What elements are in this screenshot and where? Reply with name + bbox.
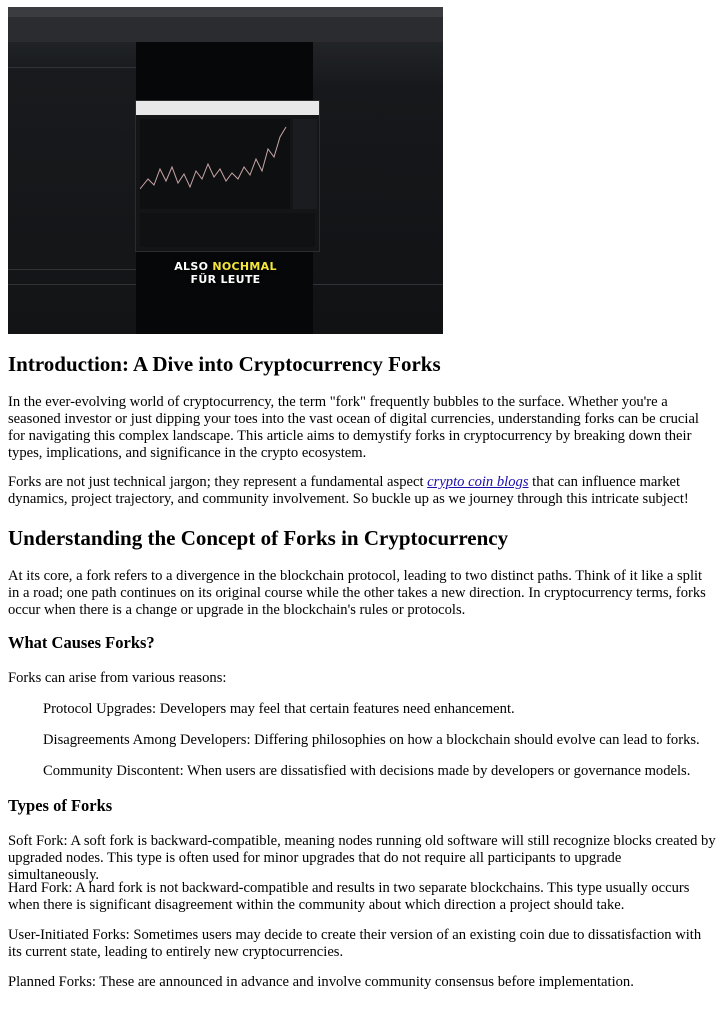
positions-table — [140, 213, 315, 247]
intro-paragraph-1: In the ever-evolving world of cryptocurrency, the term "fork" frequently bubbles to the surface. Whether you're a seasoned investor or just dipping your toes into the vast ocean of digital currencies, understanding forks can be crucial for navigating this complex landscape. This article aims to demystify forks in cryptocurrency by breaking down their types, implications, and significance in the crypto ecosystem. — [8, 394, 699, 461]
intro-paragraph-2-text-end: that can influence market dynamics, project trajectory, and community involvement. So buckle up as we journey through this intricate subject! — [8, 474, 689, 507]
causes-intro: Forks can arise from various reasons: — [8, 670, 227, 686]
list-item: Community Discontent: When users are dissatisfied with decisions made by developers or governance models. — [43, 763, 691, 779]
list-item: Protocol Upgrades: Developers may feel that certain features need enhancement. — [43, 701, 515, 717]
concept-paragraph: At its core, a fork refers to a divergence in the blockchain protocol, leading to two distinct paths. Think of it like a split in a road; one path continues on its original course while the other takes a new direction. In cryptocurrency terms, forks occur when there is a change or upgrade in the blockchain's rules or protocols. — [8, 568, 706, 618]
caption-highlight-word: NOCHMAL — [212, 260, 277, 273]
divider — [8, 67, 136, 68]
order-book-panel — [293, 119, 317, 209]
price-chart — [140, 119, 290, 209]
intro-heading: Introduction: A Dive into Cryptocurrency Forks — [8, 352, 441, 376]
video-caption-line-2: FÜR LEUTE — [190, 273, 261, 286]
concept-heading: Understanding the Concept of Forks in Cryptocurrency — [8, 526, 509, 550]
causes-heading: What Causes Forks? — [8, 633, 155, 652]
hard-fork-paragraph: Hard Fork: A hard fork is not backward-compatible and results in two separate blockchains. This type usually occurs when there is significant disagreement within the community about which direction a project should take. — [8, 880, 690, 913]
video-caption-line-1 — [8, 260, 443, 273]
intro-paragraph-2-text: Forks are not just technical jargon; they represent a fundamental aspect — [8, 474, 428, 490]
browser-tab-bar — [8, 7, 443, 17]
planned-fork-paragraph: Planned Forks: These are announced in advance and involve community consensus before implementation. — [8, 974, 634, 990]
screen-browser-bar — [136, 101, 319, 115]
crypto-coin-blogs-link[interactable]: crypto coin blogs — [427, 474, 529, 490]
article-page — [0, 0, 720, 334]
browser-toolbar — [8, 17, 443, 42]
price-line — [140, 119, 290, 209]
list-item: Disagreements Among Developers: Differing philosophies on how a blockchain should evolve can lead to forks. — [43, 732, 700, 748]
types-heading: Types of Forks — [8, 796, 113, 815]
caption-word: ALSO — [174, 260, 209, 273]
hero-video-thumbnail[interactable] — [8, 7, 443, 334]
embedded-trading-screen — [135, 100, 320, 252]
user-fork-paragraph: User-Initiated Forks: Sometimes users may decide to create their version of an existing coin due to dissatisfaction with its current state, leading to entirely new cryptocurrencies. — [8, 927, 702, 960]
intro-paragraph-2 — [8, 474, 716, 508]
soft-fork-paragraph: Soft Fork: A soft fork is backward-compatible, meaning nodes running old software will still recognize blocks created by upgraded nodes. This type is often used for minor upgrades that do not require all participants to upgrade simultaneously. — [8, 833, 716, 883]
